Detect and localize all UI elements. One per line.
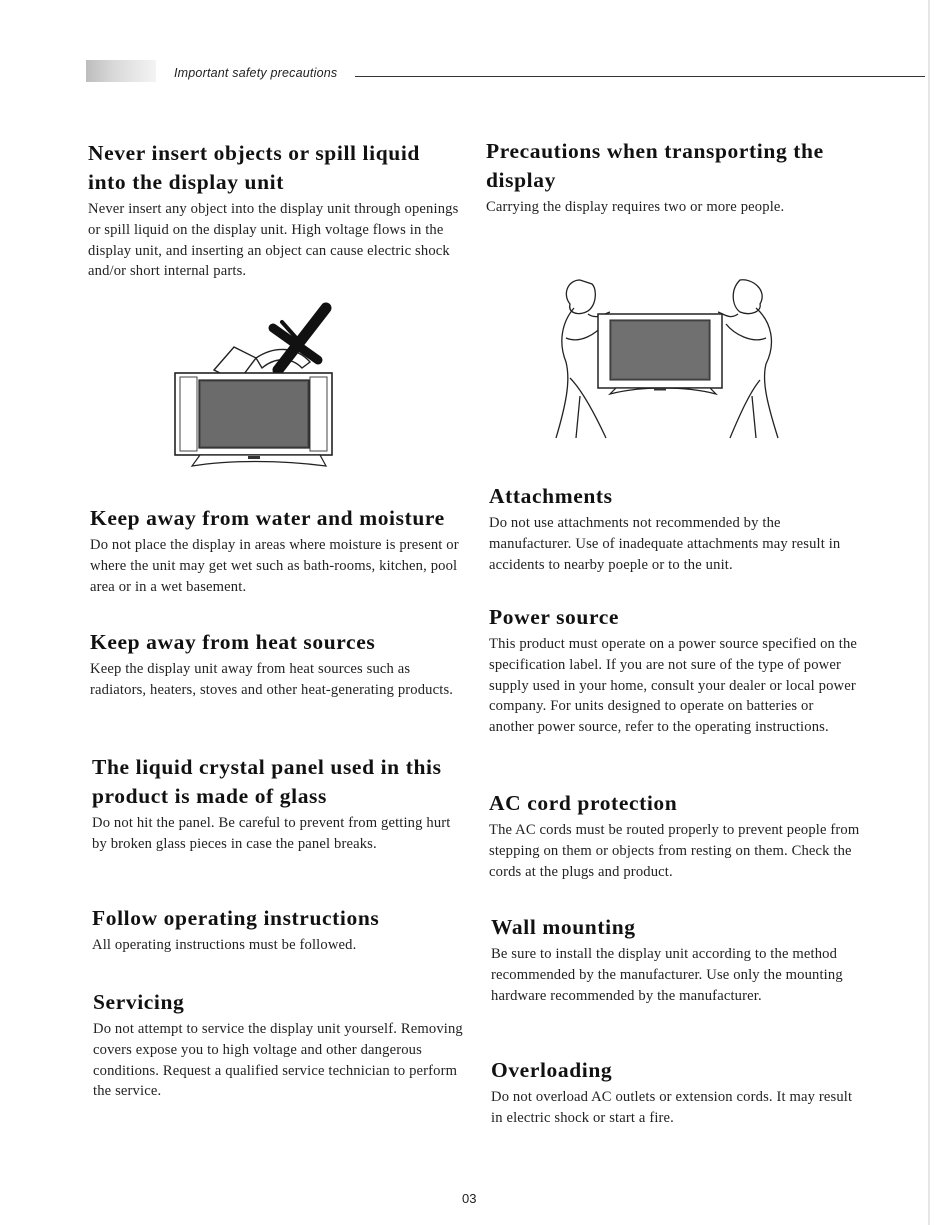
section-heading: Keep away from heat sources [90,630,376,654]
section-follow-instructions [92,904,464,956]
section-heading: The liquid crystal panel used in this product is made of glass [92,755,442,808]
section-heading: AC cord protection [489,791,678,815]
section-body: Be sure to install the display unit according to the method recommended by the manufacturer. Use only the mounting hardware recommended by the manufacturer. [491,946,843,1004]
section-body: Never insert any object into the display unit through openings or spill liquid on the display unit. High voltage flows in the display unit, and inserting an object can cause electric shock and/or short internal parts. [88,201,459,280]
section-overloading [491,1056,861,1129]
section-keep-away-heat [90,628,462,701]
section-heading: Never insert objects or spill liquid into the display unit [88,141,420,194]
section-keep-away-water [90,504,462,597]
section-transporting [486,137,856,218]
section-body: This product must operate on a power source specified on the specification label. If you are not sure of the type of power supply used in your home, consult your dealer or local power company. For units designed to operate on batteries or another power source, refer to the operating instructions. [489,636,858,736]
section-heading: Keep away from water and moisture [90,506,445,530]
section-body: All operating instructions must be followed. [92,937,357,953]
section-never-insert-objects [88,139,460,282]
section-ac-cord-protection [489,789,861,882]
section-power-source [489,603,861,738]
section-body: Carrying the display requires two or more people. [486,199,785,215]
section-servicing [93,988,465,1102]
page-edge [928,0,930,1225]
section-attachments [489,482,859,575]
section-body: The AC cords must be routed properly to prevent people from stepping on them or objects from resting on them. Check the cords at the plugs and product. [489,822,860,880]
tv-with-spilling-cup-crossed-out-icon [170,300,340,470]
section-heading: Attachments [489,484,613,508]
two-people-carrying-display-icon [540,268,790,443]
section-heading: Overloading [491,1058,613,1082]
section-body: Keep the display unit away from heat sources such as radiators, heaters, stoves and other heat-generating products. [90,661,454,698]
section-heading: Follow operating instructions [92,906,380,930]
section-body: Do not place the display in areas where moisture is present or where the unit may get wet such as bath-rooms, kitchen, pool area or in a wet basement. [90,537,459,595]
header-title: Important safety precautions [174,66,338,80]
section-heading: Power source [489,605,619,629]
header-tab-decoration [86,60,156,82]
section-wall-mounting [491,913,861,1006]
section-heading: Precautions when transporting the display [486,139,824,192]
section-body: Do not attempt to service the display unit yourself. Removing covers expose you to high voltage and other dangerous conditions. Request a qualified service technician to perform the service. [93,1021,463,1100]
section-body: Do not hit the panel. Be careful to prevent from getting hurt by broken glass pieces in case the panel breaks. [92,815,451,852]
header-rule [355,76,925,77]
section-body: Do not overload AC outlets or extension cords. It may result in electric shock or start a fire. [491,1089,853,1126]
section-body: Do not use attachments not recommended by the manufacturer. Use of inadequate attachments may result in accidents to nearby poeple or to the unit. [489,515,841,573]
page-number: 03 [462,1191,477,1206]
section-heading: Wall mounting [491,915,636,939]
section-glass-panel [92,753,464,855]
section-heading: Servicing [93,990,185,1014]
